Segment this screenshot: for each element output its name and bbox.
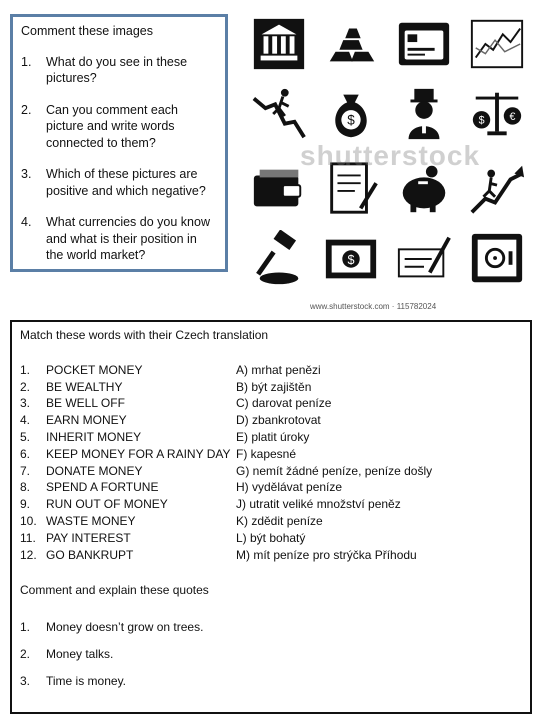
question-item: [21, 214, 217, 264]
english-phrases: [20, 362, 236, 564]
english-phrase: BE WEALTHY: [46, 379, 123, 394]
english-phrase: KEEP MONEY FOR A RAINY DAY: [46, 446, 231, 461]
gold-bars-icon: [322, 15, 380, 73]
list-item: [20, 395, 236, 412]
item-number: 9.: [20, 497, 31, 512]
safe-icon: [468, 230, 526, 288]
falling-man-icon: [250, 85, 308, 143]
list-item: [20, 547, 236, 564]
english-phrase: POCKET MONEY: [46, 362, 143, 377]
svg-text:€: €: [509, 110, 516, 123]
english-phrase: EARN MONEY: [46, 413, 127, 428]
rich-man-icon: [395, 85, 453, 143]
banknote-icon: [322, 230, 380, 288]
item-number: 8.: [20, 480, 31, 495]
english-phrase: PAY INTEREST: [46, 530, 131, 545]
czech-translation: J) utratit veliké množství peněz: [236, 497, 401, 512]
item-number: 1.: [20, 362, 31, 377]
matching-title: Match these words with their Czech translation: [20, 328, 269, 342]
czech-translation: D) zbankrotovat: [236, 413, 321, 428]
svg-text:$: $: [347, 112, 355, 128]
english-phrase: SPEND A FORTUNE: [46, 480, 159, 495]
quotes-title: Comment and explain these quotes: [20, 583, 209, 598]
list-item: [20, 429, 236, 446]
list-item: [20, 513, 236, 530]
watermark-text: shutterstock: [300, 140, 481, 171]
czech-translation: F) kapesné: [236, 446, 297, 461]
list-item: [20, 362, 236, 379]
list-item: [20, 530, 236, 547]
item-number: 11.: [20, 530, 36, 545]
czech-translation: B) být zajištěn: [236, 379, 312, 394]
scales-icon: [468, 85, 526, 143]
questions-box: [10, 14, 228, 272]
czech-translation: L) být bohatý: [236, 530, 306, 545]
czech-translations: [236, 362, 522, 564]
czech-translation: M) mít peníze pro strýčka Příhodu: [236, 547, 417, 562]
czech-translation: C) darovat peníze: [236, 396, 332, 411]
item-number: 2.: [20, 379, 31, 394]
quote-number: 3.: [20, 673, 31, 688]
question-number: 4.: [21, 215, 32, 229]
english-phrase: DONATE MONEY: [46, 463, 143, 478]
questions-title: Comment these images: [21, 24, 154, 38]
czech-translation: K) zdědit peníze: [236, 513, 323, 528]
item-number: 7.: [20, 463, 31, 478]
czech-translation: A) mrhat penězi: [236, 362, 321, 377]
english-phrase: RUN OUT OF MONEY: [46, 497, 168, 512]
question-item: [21, 54, 217, 87]
svg-text:$: $: [347, 252, 355, 267]
item-number: 10.: [20, 513, 37, 528]
list-item: [20, 412, 236, 429]
question-text: What currencies do you know and what is their position in the world market?: [46, 215, 210, 262]
english-phrase: WASTE MONEY: [46, 513, 136, 528]
question-item: [21, 166, 217, 199]
english-phrase: INHERIT MONEY: [46, 429, 142, 444]
question-text: What do you see in these pictures?: [46, 54, 188, 85]
auction-hammer-icon: [250, 230, 308, 288]
stock-chart-icon: [468, 15, 526, 73]
item-number: 6.: [20, 446, 31, 461]
item-number: 3.: [20, 396, 31, 411]
list-item: [20, 463, 236, 480]
quote-item: [20, 673, 522, 690]
quote-number: 1.: [20, 620, 31, 635]
english-phrase: GO BANKRUPT: [46, 547, 134, 562]
czech-translation: H) vydělávat peníze: [236, 480, 343, 495]
list-item: [20, 379, 236, 396]
quote-item: [20, 619, 522, 636]
question-number: 1.: [21, 54, 32, 69]
question-number: 3.: [21, 167, 32, 181]
item-number: 4.: [20, 413, 31, 428]
quote-number: 2.: [20, 646, 31, 661]
question-text: Which of these pictures are positive and which negative?: [46, 167, 206, 198]
finance-icon-gallery: [240, 10, 535, 310]
question-number: 2.: [21, 102, 32, 117]
quote-item: [20, 646, 522, 663]
czech-translation: G) nemít žádné peníze, peníze došly: [236, 463, 433, 478]
question-item: [21, 102, 217, 152]
matching-box: [10, 320, 532, 714]
list-item: [20, 479, 236, 496]
credit-card-icon: [395, 15, 453, 73]
czech-translation: E) platit úroky: [236, 429, 310, 444]
item-number: 12.: [20, 547, 37, 562]
cheque-icon: [395, 230, 453, 288]
item-number: 5.: [20, 429, 31, 444]
quote-text: Money talks.: [46, 646, 114, 661]
image-credit: www.shutterstock.com · 115782024: [310, 302, 437, 311]
svg-text:$: $: [478, 114, 485, 127]
question-text: Can you comment each picture and write words connected to them?: [46, 102, 179, 150]
bank-icon: [250, 15, 308, 73]
matching-pairs: [20, 362, 522, 564]
quote-text: Time is money.: [46, 673, 127, 688]
list-item: [20, 446, 236, 463]
money-bag-icon: [322, 85, 380, 143]
list-item: [20, 496, 236, 513]
quote-text: Money doesn’t grow on trees.: [46, 620, 204, 635]
english-phrase: BE WELL OFF: [46, 396, 125, 411]
